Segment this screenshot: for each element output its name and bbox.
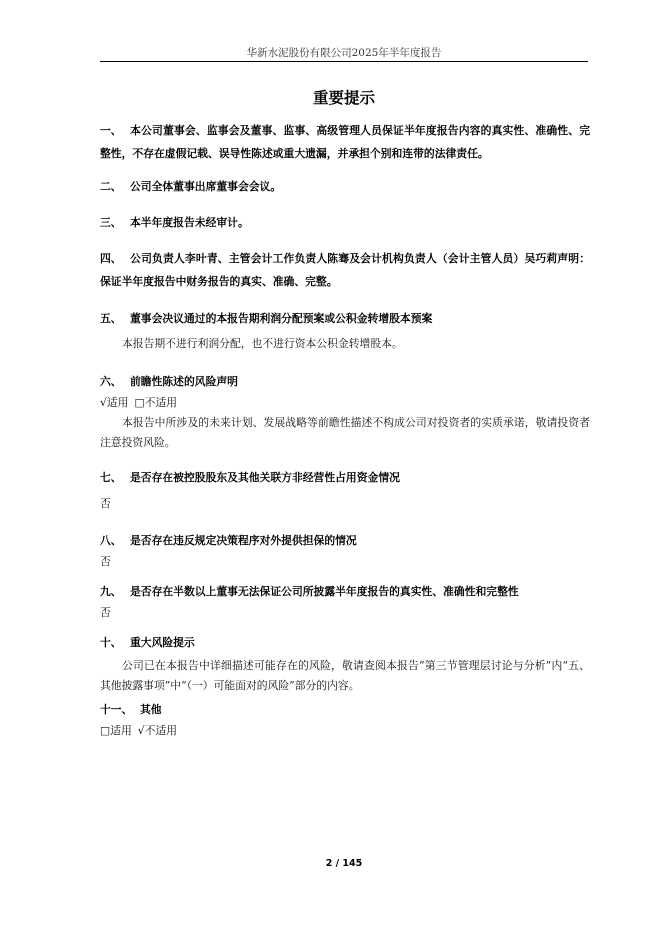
section-body: 本报告中所涉及的未来计划、发展战略等前瞻性描述不构成公司对投资者的实质承诺，敬请投资者注意投资风险。 [100,416,590,449]
section-heading [100,580,590,603]
section-2 [100,175,590,198]
section-text: 董事会决议通过的本报告期利润分配预案或公积金转增股本预案 [130,312,433,325]
section-heading [100,529,590,552]
section-8 [100,529,590,572]
not-applicable-option: √不适用 [137,724,178,737]
section-heading [100,119,590,165]
section-body: 公司已在本报告中详细描述可能存在的风险，敬请查阅本报告“第三节管理层讨论与分析”内“五、其他披露事项”中“（一）可能面对的风险”部分的内容。 [100,659,590,692]
section-text: 公司负责人李叶青、主管会计工作负责人陈骞及会计机构负责人（会计主管人员）吴巧莉声明：保证半年度报告中财务报告的真实、准确、完整。 [100,252,590,288]
section-body: 本报告期不进行利润分配，也不进行资本公积金转增股本。 [122,337,403,350]
section-number: 十、 [100,636,122,649]
page-number: 2 / 145 [325,858,363,869]
section-heading [100,466,590,489]
applicability-line [100,721,590,741]
section-text: 重大风险提示 [130,636,195,649]
section-heading [100,211,590,234]
section-5 [100,307,590,354]
section-heading [100,247,590,293]
section-text: 前瞻性陈述的风险声明 [130,375,238,388]
section-10 [100,631,590,696]
section-heading [100,370,590,393]
applicable-option: □适用 [100,724,132,737]
section-1 [100,119,590,165]
section-answer: 否 [100,497,111,510]
section-answer: 否 [100,606,111,619]
section-number: 二、 [100,180,122,193]
applicable-option: √适用 [100,396,129,409]
section-text: 是否存在被控股股东及其他关联方非经营性占用资金情况 [130,471,400,484]
not-applicable-option: □不适用 [134,396,178,409]
section-11 [100,698,590,741]
section-heading [100,698,590,721]
applicability-line [100,393,590,413]
section-text: 公司全体董事出席董事会会议。 [130,180,282,193]
section-text: 其他 [140,703,162,716]
section-heading [100,631,590,654]
section-number: 九、 [100,585,122,598]
page-header: 华新水泥股份有限公司2025年半年度报告 [246,47,442,59]
section-number: 六、 [100,375,122,388]
section-text: 是否存在违反规定决策程序对外提供担保的情况 [130,534,357,547]
section-number: 三、 [100,216,122,229]
page-title: 重要提示 [312,89,375,107]
section-text: 本公司董事会、监事会及董事、监事、高级管理人员保证半年度报告内容的真实性、准确性、完整性，不存在虚假记载、误导性陈述或重大遗漏，并承担个别和连带的法律责任。 [100,124,590,160]
section-heading [100,175,590,198]
section-number: 一、 [100,124,122,137]
section-answer: 否 [100,555,111,568]
section-6 [100,370,590,453]
header-rule [100,61,588,62]
section-4 [100,247,590,293]
section-number: 四、 [100,252,122,265]
section-3 [100,211,590,234]
section-7 [100,466,590,514]
section-9 [100,580,590,623]
section-heading [100,307,590,330]
section-number: 十一、 [100,703,133,716]
section-number: 五、 [100,312,122,325]
section-number: 七、 [100,471,122,484]
section-text: 是否存在半数以上董事无法保证公司所披露半年度报告的真实性、准确性和完整性 [130,585,519,598]
section-text: 本半年度报告未经审计。 [130,216,249,229]
section-number: 八、 [100,534,122,547]
